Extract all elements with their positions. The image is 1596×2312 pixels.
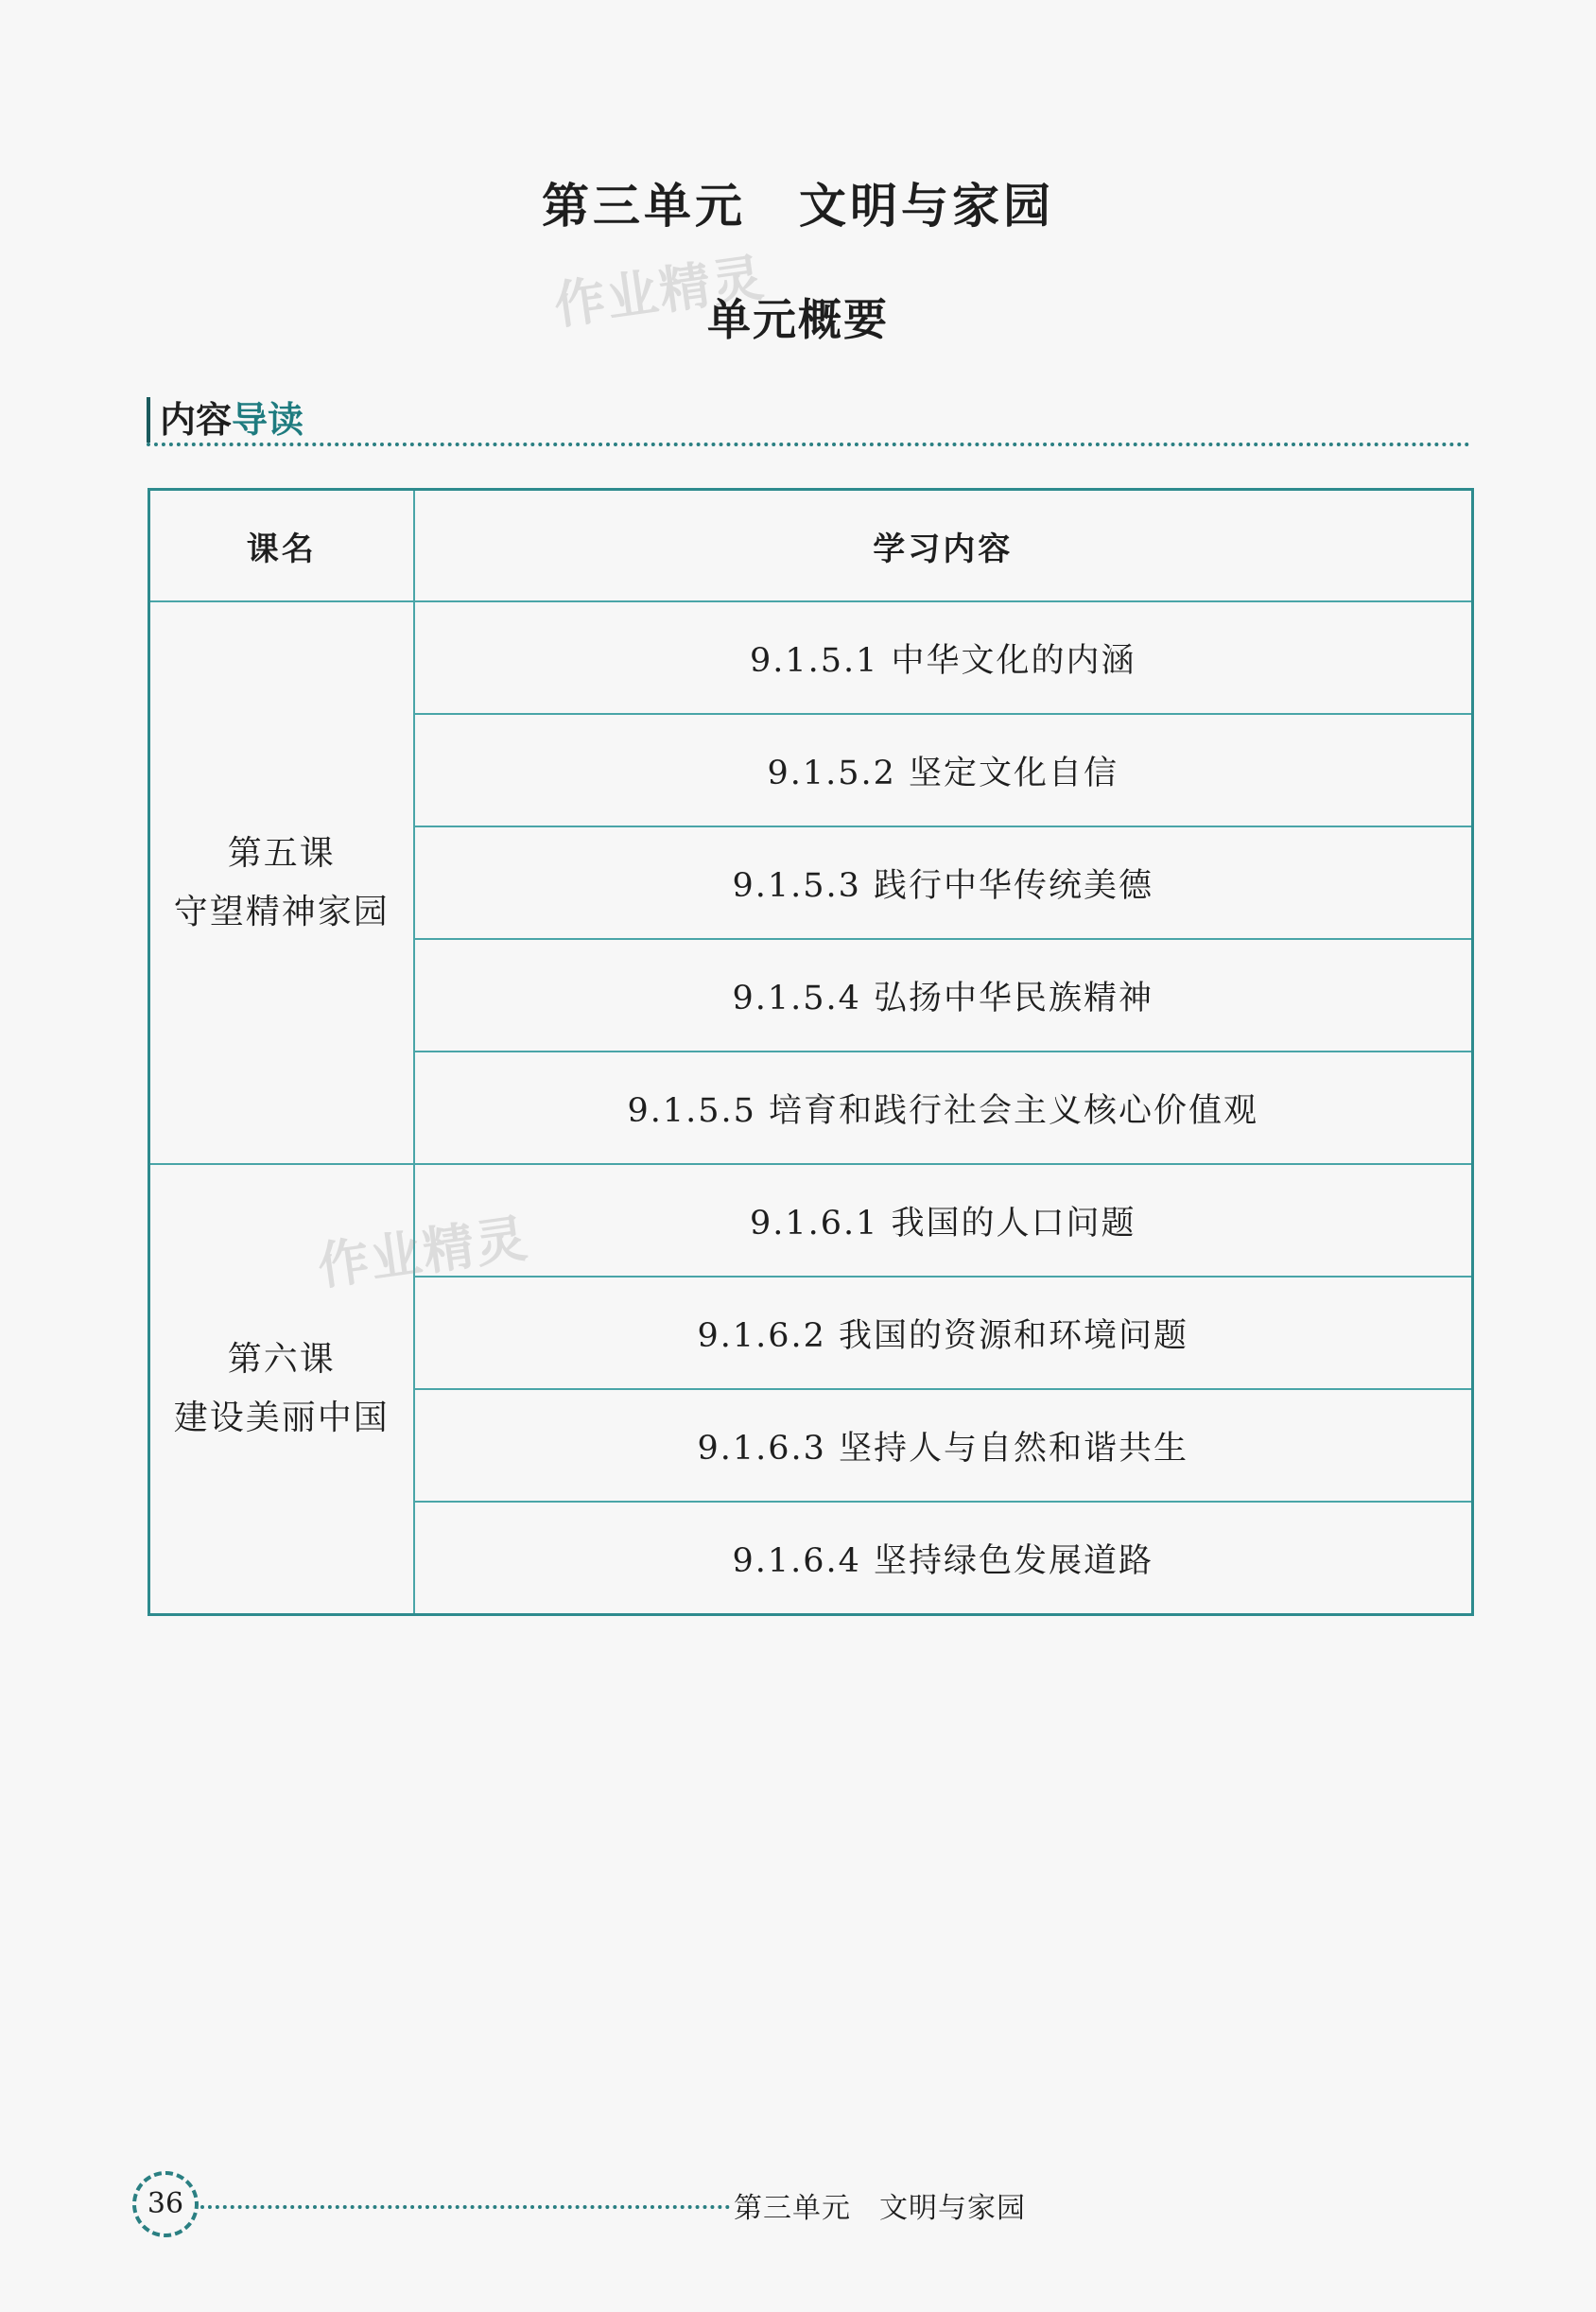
lesson-cell-5 [149, 601, 414, 1164]
content-item: 9.1.6.3 坚持人与自然和谐共生 [414, 1389, 1473, 1502]
section-heading-plain: 内容 [160, 399, 233, 441]
page-number: 36 [132, 2171, 199, 2237]
header-lesson: 课名 [149, 490, 414, 602]
header-content: 学习内容 [414, 490, 1473, 602]
table-row [149, 1164, 1473, 1277]
section-divider [147, 443, 1470, 446]
unit-title-prefix: 第三单元 [542, 179, 746, 234]
table-row [149, 601, 1473, 714]
lesson-name: 建设美丽中国 [173, 1399, 390, 1437]
section-heading-accent: 导读 [232, 399, 304, 441]
footer-divider [200, 2205, 730, 2209]
watermark-middle: 作业精灵 [314, 1208, 532, 1297]
watermark-top: 作业精灵 [550, 247, 769, 337]
content-item: 9.1.5.4 弘扬中华民族精神 [414, 939, 1473, 1052]
lesson-cell-6 [149, 1164, 414, 1615]
lesson-name: 守望精神家园 [173, 892, 390, 931]
footer-unit-label [734, 2184, 1026, 2226]
content-item: 9.1.5.1 中华文化的内涵 [414, 601, 1473, 714]
content-item: 9.1.6.2 我国的资源和环境问题 [414, 1277, 1473, 1389]
table-header-row [149, 490, 1473, 602]
content-item: 9.1.6.1 我国的人口问题 [414, 1164, 1473, 1277]
content-table [147, 488, 1474, 1616]
overview-title: 单元概要 [707, 294, 889, 345]
section-heading [147, 397, 304, 443]
content-item: 9.1.5.2 坚定文化自信 [414, 714, 1473, 826]
content-item: 9.1.6.4 坚持绿色发展道路 [414, 1502, 1473, 1615]
unit-title-name: 文明与家园 [799, 179, 1054, 234]
lesson-number: 第六课 [227, 1340, 336, 1379]
unit-title [0, 168, 1596, 236]
footer-unit-prefix: 第三单元 [734, 2192, 851, 2225]
content-item: 9.1.5.3 践行中华传统美德 [414, 826, 1473, 939]
footer-unit-name: 文明与家园 [879, 2192, 1026, 2225]
content-item: 9.1.5.5 培育和践行社会主义核心价值观 [414, 1052, 1473, 1164]
lesson-number: 第五课 [227, 833, 336, 873]
